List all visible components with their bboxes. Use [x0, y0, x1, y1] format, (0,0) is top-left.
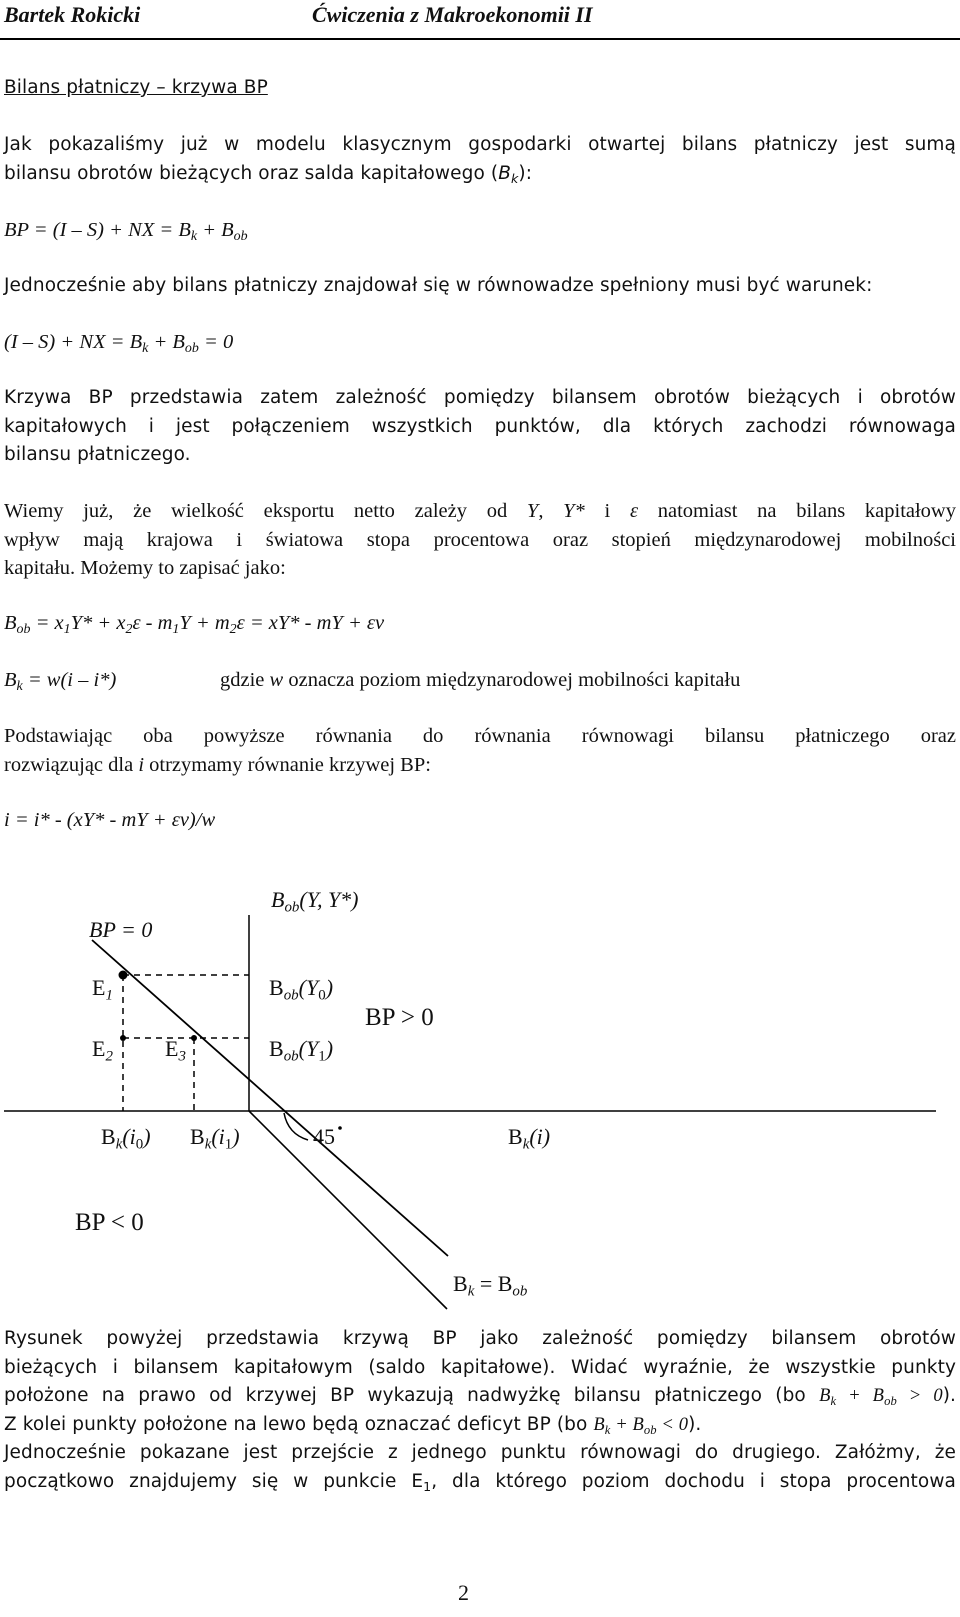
- eq-sub: 1: [172, 622, 180, 638]
- label-angle-45: 45: [313, 1124, 335, 1149]
- eq-sub: 1: [105, 987, 113, 1004]
- eq-part: (Y, Y*): [299, 887, 359, 912]
- paragraph-line: [4, 751, 956, 780]
- subscript-k: k: [510, 170, 519, 186]
- paragraph-line: kapitałowych i jest połączeniem wszystkich punktów, dla których zachodzi równowaga: [4, 415, 956, 437]
- eq-part: = B: [474, 1271, 513, 1296]
- eq-part: (Y: [298, 975, 319, 1000]
- eq-sub: k: [16, 679, 23, 695]
- text-run: gdzie: [220, 669, 270, 691]
- eq-sub: 0: [318, 987, 326, 1004]
- eq-part: B: [101, 1124, 116, 1149]
- eq-part: i = i* - (xY* - mY + εv)/w: [4, 809, 216, 831]
- point-e1: [119, 971, 128, 980]
- eq-sub: ob: [512, 1283, 528, 1300]
- paragraph-line: wpływ mają krajowa i światowa stopa procentowa oraz stopień międzynarodowej mobilności: [4, 528, 956, 551]
- eq-sub: k: [115, 1136, 123, 1153]
- eq-part: E: [92, 975, 106, 1000]
- text-run: ).: [942, 1385, 957, 1406]
- text-run: położone na prawo od krzywej BP wykazują nadwyżkę bilansu płatniczego (bo: [4, 1385, 820, 1406]
- inline-equation: [819, 1386, 943, 1406]
- eq-sub: ob: [643, 1422, 657, 1437]
- paragraph-intro: [4, 131, 956, 188]
- text-run: i: [584, 500, 630, 522]
- eq-part: BP = (I – S) + NX = B: [4, 219, 191, 241]
- eq-sub: 1: [63, 622, 71, 638]
- eq-sub: 3: [178, 1048, 186, 1065]
- text-run: ).: [688, 1413, 702, 1435]
- paragraph-line: [4, 1411, 956, 1440]
- eq-sub: k: [467, 1283, 475, 1300]
- paragraph-intro-line-2: [4, 160, 956, 189]
- eq-part: B: [453, 1271, 468, 1296]
- text-run: natomiast na bilans kapitałowy: [638, 500, 956, 522]
- eq-part: = x: [30, 612, 64, 634]
- eq-part: + B: [610, 1414, 644, 1435]
- text-run: ):: [518, 162, 533, 184]
- eq-sub: k: [604, 1422, 611, 1437]
- equation-bob: [4, 609, 384, 638]
- paragraph-line: Podstawiając oba powyższe równania do równania równowagi bilansu płatniczego oraz: [4, 725, 956, 747]
- eq-part: ): [325, 975, 334, 1000]
- equation-bp-sum: [4, 216, 248, 245]
- symbol-b: B: [498, 162, 511, 184]
- label-bp-zero: [89, 917, 152, 943]
- label-bob-y1: [269, 1036, 334, 1065]
- header-course: Ćwiczenia z Makroekonomii II: [312, 2, 593, 27]
- label-bob-y0: [269, 975, 334, 1004]
- symbol-y-star: Y*: [563, 500, 585, 522]
- paragraph-line: Rysunek powyżej przedstawia krzywą BP jako zależność pomiędzy bilansem obrotów: [4, 1328, 956, 1349]
- eq-sub: 2: [125, 622, 133, 638]
- eq-part: + B: [836, 1386, 885, 1406]
- paragraph-condition: Jednocześnie aby bilans płatniczy znajdował się w równowadze spełniony musi być warunek:: [4, 275, 873, 296]
- eq-part: = 0: [198, 331, 234, 353]
- label-bp-positive: BP > 0: [365, 1004, 434, 1031]
- eq-part: > 0: [896, 1386, 943, 1406]
- eq-part: B: [819, 1386, 831, 1406]
- label-bk-i1: [190, 1124, 240, 1153]
- symbol-y: Y: [526, 500, 539, 522]
- eq-part: (I – S) + NX = B: [4, 331, 143, 353]
- text-run: Wiemy już, że wielkość eksportu netto zależy od: [4, 500, 527, 522]
- eq-part: B: [269, 1036, 284, 1061]
- eq-sub: k: [204, 1136, 212, 1153]
- eq-part: ): [143, 1124, 151, 1149]
- eq-part: B: [593, 1414, 605, 1435]
- label-bp-negative: BP < 0: [75, 1209, 144, 1236]
- header-author: Bartek Rokicki: [4, 2, 141, 27]
- eq-part: (i: [122, 1124, 136, 1149]
- eq-sub: 2: [229, 622, 237, 638]
- equation-bk-note: [220, 666, 740, 695]
- text-run: początkowo znajdujemy się w punkcie E: [4, 1470, 424, 1492]
- eq-sub: 1: [423, 1478, 432, 1494]
- text-run: Z kolei punkty położone na lewo będą oznaczać deficyt BP (bo: [4, 1413, 594, 1435]
- label-bk-equals-bob: [453, 1271, 528, 1300]
- eq-part: (Y: [298, 1036, 319, 1061]
- paragraph-net-exports: [4, 497, 956, 583]
- symbol-epsilon: ε: [629, 500, 639, 522]
- eq-sub: ob: [184, 341, 199, 357]
- text-run: otrzymamy równanie krzywej BP:: [144, 753, 431, 776]
- inline-equation: [593, 1415, 688, 1435]
- eq-sub: k: [830, 1393, 837, 1408]
- eq-part: B: [190, 1124, 205, 1149]
- eq-part: B: [4, 612, 17, 634]
- label-e1: [92, 975, 113, 1004]
- eq-part: + B: [148, 331, 185, 353]
- symbol-i: i: [138, 753, 145, 776]
- eq-part: Y + m: [179, 612, 230, 634]
- equation-bp-curve: [4, 806, 215, 835]
- degree-mark: [338, 1126, 342, 1130]
- text-run: ,: [538, 500, 564, 522]
- text-run: bilansu obrotów bieżących oraz salda kapitałowego (: [4, 162, 499, 184]
- text-run: oznacza poziom międzynarodowej mobilności kapitału: [283, 669, 741, 691]
- eq-sub: k: [190, 229, 198, 245]
- paragraph-line: [4, 497, 956, 526]
- symbol-w: w: [269, 669, 284, 691]
- bk-equals-bob-line: [249, 1111, 447, 1309]
- label-e3: [165, 1036, 186, 1065]
- eq-sub: ob: [283, 987, 299, 1004]
- eq-part: Y* + x: [70, 612, 126, 634]
- label-bob-curve: [271, 887, 359, 916]
- eq-sub: 0: [135, 1136, 144, 1153]
- paragraph-bp-curve: [4, 384, 956, 470]
- paragraph-figure-explanation: [4, 1325, 956, 1496]
- eq-part: (i): [529, 1124, 551, 1149]
- eq-sub: ob: [233, 229, 248, 245]
- eq-part: (i: [211, 1124, 225, 1149]
- eq-part: B: [4, 669, 17, 691]
- eq-part: = w(i – i*): [22, 669, 117, 691]
- point-e2: [120, 1035, 126, 1041]
- eq-part: ): [325, 1036, 334, 1061]
- eq-part: ): [232, 1124, 240, 1149]
- eq-sub: 2: [105, 1048, 113, 1065]
- paragraph-line: Krzywa BP przedstawia zatem zależność pomiędzy bilansem obrotów bieżących i obrotów: [4, 387, 956, 408]
- equation-bp-equilibrium: [4, 328, 233, 357]
- eq-part: B: [508, 1124, 523, 1149]
- paragraph-line: [4, 1468, 956, 1497]
- paragraph-line: bieżących i bilansem kapitałowym (saldo kapitałowe). Widać wyraźnie, że wszystkie punkty: [4, 1356, 956, 1378]
- section-title: Bilans płatniczy – krzywa BP: [4, 77, 268, 98]
- paragraph-line: bilansu płatniczego.: [4, 444, 191, 465]
- eq-part: B: [271, 887, 285, 912]
- paragraph-line: [4, 1382, 956, 1411]
- text-run: rozwiązując dla: [4, 753, 139, 776]
- eq-sub: ob: [284, 899, 300, 916]
- point-e3: [191, 1035, 197, 1041]
- paragraph-intro-line-1: Jak pokazaliśmy już w modelu klasycznym gospodarki otwartej bilans płatniczy jest sumą: [4, 134, 956, 155]
- label-bk-i: [508, 1124, 551, 1153]
- page-number: 2: [458, 1580, 469, 1605]
- eq-part: < 0: [656, 1414, 689, 1435]
- text-run: , dla którego poziom dochodu i stopa procentowa: [431, 1470, 956, 1492]
- label-bk-i0: [101, 1124, 151, 1153]
- eq-sub: k: [522, 1136, 530, 1153]
- equation-bk: [4, 666, 116, 695]
- paragraph-substitution: [4, 722, 956, 779]
- eq-part: + B: [197, 219, 234, 241]
- eq-part: B: [269, 975, 284, 1000]
- eq-part: E: [92, 1036, 106, 1061]
- eq-part: BP = 0: [89, 917, 153, 942]
- eq-sub: ob: [884, 1393, 897, 1408]
- eq-sub: ob: [16, 622, 31, 638]
- eq-sub: 1: [224, 1136, 233, 1153]
- eq-sub: k: [142, 341, 149, 357]
- label-e2: [92, 1036, 113, 1065]
- paragraph-line: kapitału. Możemy to zapisać jako:: [4, 557, 286, 579]
- header-rule: [0, 38, 960, 40]
- eq-sub: 1: [318, 1048, 326, 1065]
- eq-part: ε - m: [132, 612, 173, 634]
- eq-part: E: [165, 1036, 179, 1061]
- eq-part: ε = xY* - mY + εv: [236, 612, 385, 634]
- angle-arc: [284, 1113, 308, 1140]
- paragraph-line: Jednocześnie pokazane jest przejście z jednego punktu równowagi do drugiego. Załóżmy, że: [4, 1442, 956, 1463]
- eq-sub: ob: [283, 1048, 299, 1065]
